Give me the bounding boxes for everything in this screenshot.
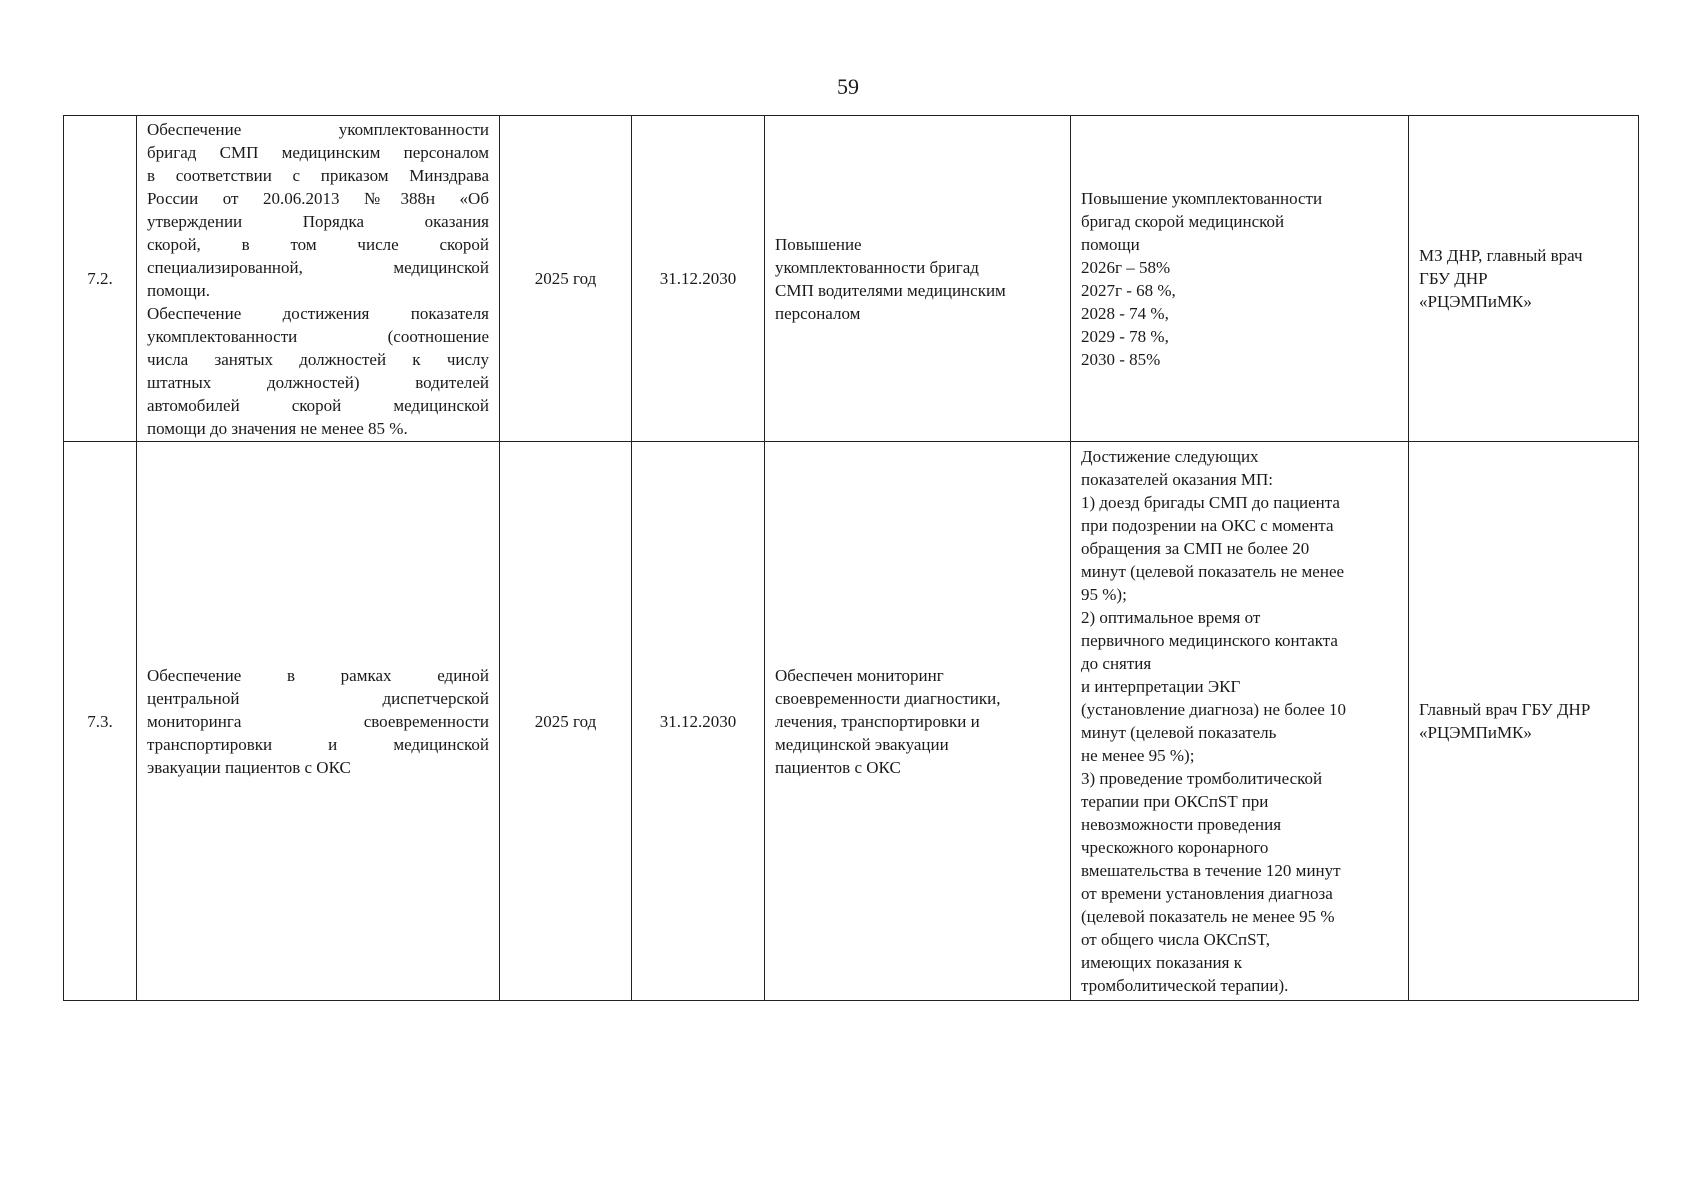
cell-text-line: показателей оказания МП: — [1081, 470, 1274, 489]
cell-text-line: специализированной, медицинской — [147, 257, 489, 277]
cell-text-line: пациентов с ОКС — [775, 757, 901, 777]
cell-text-line: Обеспечение в рамках единой — [147, 665, 489, 685]
indicators-cell — [1071, 442, 1409, 1001]
expected-result-cell — [765, 116, 1071, 442]
cell-text-line: ГБУ ДНР — [1419, 269, 1488, 288]
measure-description-cell — [137, 116, 500, 442]
row-number-cell: 7.3. — [64, 442, 137, 1001]
table-row — [64, 442, 1639, 1001]
cell-text-line: невозможности проведения — [1081, 815, 1282, 834]
cell-text-line: автомобилей скорой медицинской — [147, 395, 489, 415]
cell-text-line: Главный врач ГБУ ДНР — [1419, 700, 1591, 719]
cell-text-line: имеющих показания к — [1081, 953, 1242, 972]
cell-text-line: 2) оптимальное время от — [1081, 608, 1261, 627]
row-number-cell: 7.2. — [64, 116, 137, 442]
cell-text-line: бригад СМП медицинским персоналом — [147, 142, 489, 162]
cell-text-line: 95 %); — [1081, 585, 1127, 604]
cell-text-line: 2029 - 78 %, — [1081, 326, 1169, 346]
cell-text-line: штатных должностей) водителей — [147, 372, 489, 392]
end-date-cell: 31.12.2030 — [632, 116, 765, 442]
cell-text-line: Повышение — [775, 234, 862, 254]
cell-text-line: вмешательства в течение 120 минут — [1081, 861, 1341, 880]
cell-text-line: скорой, в том числе скорой — [147, 234, 489, 254]
cell-text-line: Повышение укомплектованности — [1081, 188, 1323, 208]
cell-text-line: минут (целевой показатель — [1081, 723, 1277, 742]
cell-text-line: эвакуации пациентов с ОКС — [147, 757, 351, 777]
table-row — [64, 116, 1639, 442]
cell-text-line: «РЦЭМПиМК» — [1419, 723, 1532, 742]
cell-text-line: помощи до значения не менее 85 %. — [147, 418, 408, 438]
cell-text-line: помощи. — [147, 280, 210, 300]
cell-text-line: помощи — [1081, 234, 1140, 254]
expected-result-cell — [765, 442, 1071, 1001]
measure-description-cell — [137, 442, 500, 1001]
cell-text-line: СМП водителями медицинским — [775, 280, 1006, 300]
cell-text-line: Обеспечен мониторинг — [775, 665, 944, 685]
start-date-cell: 2025 год — [500, 442, 632, 1001]
start-date-cell: 2025 год — [500, 116, 632, 442]
cell-text-line: терапии при ОКСпST при — [1081, 792, 1269, 811]
cell-text-line: Обеспечение укомплектованности — [147, 119, 489, 139]
indicators-cell — [1071, 116, 1409, 442]
cell-text-line: мониторинга своевременности — [147, 711, 489, 731]
cell-text-line: МЗ ДНР, главный врач — [1419, 246, 1583, 265]
cell-text-line: (установление диагноза) не более 10 — [1081, 700, 1346, 719]
cell-text-line: до снятия — [1081, 654, 1152, 673]
cell-text-line: 2030 - 85% — [1081, 349, 1161, 369]
cell-text-line: 2028 - 74 %, — [1081, 303, 1169, 323]
cell-text-line: от времени установления диагноза — [1081, 884, 1333, 903]
cell-text-line: Обеспечение достижения показателя — [147, 303, 489, 323]
cell-text-line: обращения за СМП не более 20 — [1081, 539, 1310, 558]
cell-text-line: от общего числа ОКСпST, — [1081, 930, 1270, 949]
cell-text-line: при подозрении на ОКС с момента — [1081, 516, 1334, 535]
cell-text-line: лечения, транспортировки и — [775, 711, 980, 731]
end-date-cell: 31.12.2030 — [632, 442, 765, 1001]
cell-text-line: утверждении Порядка оказания — [147, 211, 489, 231]
cell-text-line: своевременности диагностики, — [775, 688, 1001, 708]
cell-text-line: чрескожного коронарного — [1081, 838, 1269, 857]
cell-text-line: и интерпретации ЭКГ — [1081, 677, 1241, 696]
cell-text-line: 3) проведение тромболитической — [1081, 769, 1323, 788]
cell-text-line: 2027г - 68 %, — [1081, 280, 1176, 300]
cell-text-line: медицинской эвакуации — [775, 734, 949, 754]
cell-text-line: тромболитической терапии). — [1081, 976, 1289, 995]
cell-text-line: числа занятых должностей к числу — [147, 349, 489, 369]
cell-text-line: транспортировки и медицинской — [147, 734, 489, 754]
cell-text-line: центральной диспетчерской — [147, 688, 489, 708]
measures-table — [63, 115, 1639, 1001]
page-number: 59 — [837, 74, 859, 99]
cell-text-line: персоналом — [775, 303, 861, 323]
cell-text-line: бригад скорой медицинской — [1081, 211, 1285, 231]
cell-text-line: «РЦЭМПиМК» — [1419, 292, 1532, 311]
cell-text-line: России от 20.06.2013 №388н «Об — [147, 188, 489, 208]
cell-text-line: не менее 95 %); — [1081, 746, 1195, 765]
cell-text-line: минут (целевой показатель не менее — [1081, 562, 1345, 581]
cell-text-line: в соответствии с приказом Минздрава — [147, 165, 489, 185]
responsible-cell — [1409, 116, 1639, 442]
cell-text-line: первичного медицинского контакта — [1081, 631, 1338, 650]
cell-text-line: Достижение следующих — [1081, 447, 1259, 466]
cell-text-line: укомплектованности бригад — [775, 257, 979, 277]
cell-text-line: 2026г – 58% — [1081, 257, 1171, 277]
responsible-cell — [1409, 442, 1639, 1001]
cell-text-line: укомплектованности (соотношение — [147, 326, 489, 346]
cell-text-line: (целевой показатель не менее 95 % — [1081, 907, 1335, 926]
cell-text-line: 1) доезд бригады СМП до пациента — [1081, 493, 1340, 512]
